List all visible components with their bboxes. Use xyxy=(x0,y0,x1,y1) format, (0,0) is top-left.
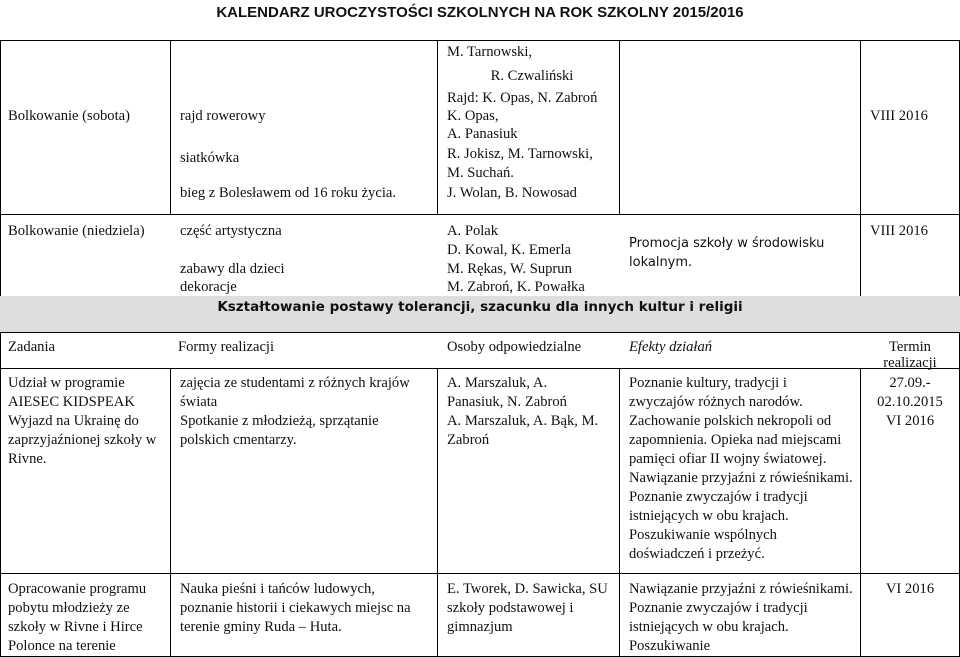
effect-cell: Zachowanie polskich nekropoli od zapomnienia. Opieka nad miejscami pamięci ofiar II wojny światowej. Nawiązanie przyjaźni z rówieśnikami. Poznanie zwyczajów i tradycji istniejących w obu krajach. Poszukiwanie wspólnych doświadczeń i przeżyć. xyxy=(629,413,853,562)
page-title: KALENDARZ UROCZYSTOŚCI SZKOLNYCH NA ROK SZKOLNY 2015/2016 xyxy=(216,4,744,21)
table-left-border xyxy=(0,40,1,657)
section-heading: Kształtowanie postawy tolerancji, szacunku dla innych kultur i religii xyxy=(217,299,743,315)
person-line: M. Rękas, W. Suprun xyxy=(447,261,572,277)
header-forms: Formy realizacji xyxy=(178,339,275,355)
term-value: VIII 2016 xyxy=(870,223,928,239)
form-item: część artystyczna xyxy=(180,223,282,239)
form-item: dekoracje xyxy=(180,279,237,295)
task-cell: Udział w programie AIESEC KIDSPEAK xyxy=(8,375,135,410)
col-divider xyxy=(860,368,861,657)
term-value: VIII 2016 xyxy=(870,108,928,124)
person-line: M. Suchań. xyxy=(447,165,514,181)
task-cell: Wyjazd na Ukrainę do zaprzyjaźnionej szkoły w Rivne. xyxy=(8,413,157,467)
table-top-border xyxy=(0,40,960,41)
form-cell: Spotkanie z młodzieżą, sprzątanie polskich cmentarzy. xyxy=(180,413,379,448)
people-cell: A. Marszaluk, A. Bąk, M. Zabroń xyxy=(447,413,599,448)
col-divider xyxy=(170,368,171,657)
term-cell: 27.09.- xyxy=(889,375,931,391)
row-divider xyxy=(0,332,960,333)
task-cell: Opracowanie programu pobytu młodzieży ze szkoły w Rivne i Hirce Polonce na terenie xyxy=(8,581,147,654)
col-divider xyxy=(437,40,438,214)
effect-cell: Poznanie kultury, tradycji i zwyczajów różnych narodów. xyxy=(629,375,803,410)
effect-cell: Nawiązanie przyjaźni z rówieśnikami. Poznanie zwyczajów i tradycji istniejących w obu krajach. Poszukiwanie xyxy=(629,581,853,654)
form-item: bieg z Bolesławem od 16 roku życia. xyxy=(180,185,397,201)
col-divider xyxy=(437,368,438,657)
person-line: K. Opas, xyxy=(447,108,499,124)
header-effects: Efekty działań xyxy=(629,339,713,355)
header-term: Termin xyxy=(889,339,931,355)
row-divider xyxy=(0,214,960,215)
effect-line: lokalnym. xyxy=(629,255,693,270)
person-line: R. Jokisz, M. Tarnowski, xyxy=(447,146,593,162)
col-divider xyxy=(170,40,171,214)
col-divider xyxy=(619,40,620,214)
person-line: J. Wolan, B. Nowosad xyxy=(447,185,577,201)
header-tasks: Zadania xyxy=(8,339,55,355)
people-cell: A. Marszaluk, A. Panasiuk, N. Zabroń xyxy=(447,375,567,410)
col-divider xyxy=(860,40,861,296)
person-line: D. Kowal, K. Emerla xyxy=(447,242,572,258)
people-cell: E. Tworek, D. Sawicka, SU szkoły podstawowej i gimnazjum xyxy=(447,581,608,635)
event-name: Bolkowanie (sobota) xyxy=(8,108,130,124)
form-cell: zajęcia ze studentami z różnych krajów świata xyxy=(180,375,410,410)
header-term: realizacji xyxy=(883,355,937,371)
row-divider xyxy=(0,573,960,574)
person-line: A. Polak xyxy=(447,223,499,239)
effect-line: Promocja szkoły w środowisku xyxy=(629,236,825,251)
person-line: R. Czwaliński xyxy=(490,68,574,84)
header-divider xyxy=(0,368,960,369)
person-line: A. Panasiuk xyxy=(447,126,518,142)
form-item: siatkówka xyxy=(180,150,240,166)
header-people: Osoby odpowiedzialne xyxy=(447,339,582,355)
person-line: Rajd: K. Opas, N. Zabroń xyxy=(447,90,598,106)
person-line: M. Tarnowski, xyxy=(447,44,533,60)
term-cell: 02.10.2015 xyxy=(877,394,943,410)
term-cell: VI 2016 xyxy=(885,581,935,597)
form-item: zabawy dla dzieci xyxy=(180,261,285,277)
form-cell: Nauka pieśni i tańców ludowych, poznanie historii i ciekawych miejsc na terenie gminy Ruda – Huta. xyxy=(180,581,411,635)
person-line: M. Zabroń, K. Powałka xyxy=(447,279,585,295)
term-cell: VI 2016 xyxy=(885,413,935,429)
col-divider xyxy=(619,368,620,657)
event-name: Bolkowanie (niedziela) xyxy=(8,223,145,239)
form-item: rajd rowerowy xyxy=(180,108,266,124)
